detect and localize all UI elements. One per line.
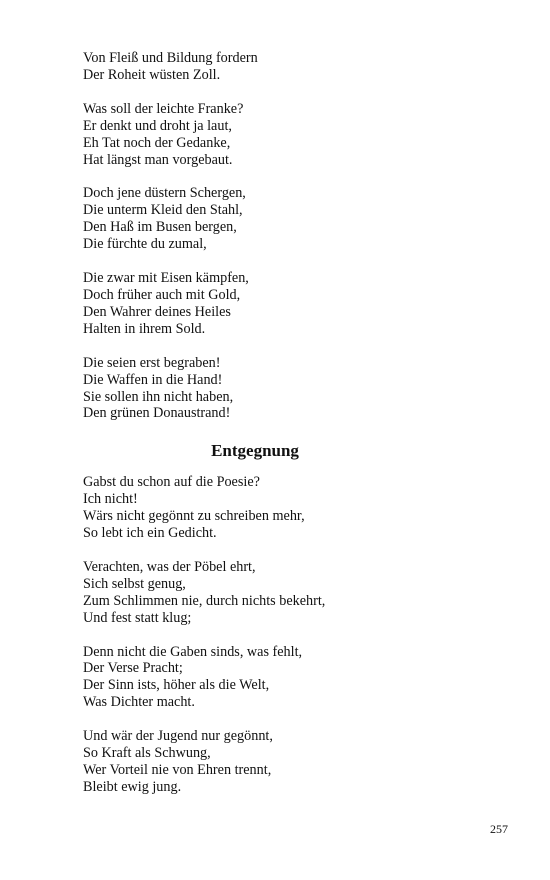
verse-line: Und wär der Jugend nur gegönnt, bbox=[83, 728, 273, 745]
verse-line: Die seien erst begraben! bbox=[83, 354, 221, 371]
verse-line: Was Dichter macht. bbox=[83, 694, 195, 711]
stanza bbox=[83, 474, 513, 542]
verse-line: So lebt ich ein Gedicht. bbox=[83, 525, 217, 542]
verse-line: Ich nicht! bbox=[83, 491, 138, 508]
verse-line: Verachten, was der Pöbel ehrt, bbox=[83, 558, 256, 575]
verse-line: Doch früher auch mit Gold, bbox=[83, 286, 241, 303]
page-number: 257 bbox=[490, 822, 508, 836]
verse-line: Sie sollen ihn nicht haben, bbox=[83, 388, 234, 405]
verse-line: Die Waffen in die Hand! bbox=[83, 371, 223, 388]
verse-line: Hat längst man vorgebaut. bbox=[83, 151, 233, 168]
verse-line: Er denkt und droht ja laut, bbox=[83, 117, 232, 134]
verse-line: Sich selbst genug, bbox=[83, 575, 186, 592]
verse-line: Der Sinn ists, höher als die Welt, bbox=[83, 677, 270, 694]
stanza bbox=[83, 355, 513, 423]
verse-line: Gabst du schon auf die Poesie? bbox=[83, 474, 260, 491]
verse-line: Zum Schlimmen nie, durch nichts bekehrt, bbox=[83, 592, 326, 609]
verse-line: Die fürchte du zumal, bbox=[83, 236, 207, 253]
verse-line: Doch jene düstern Schergen, bbox=[83, 185, 246, 202]
stanza bbox=[83, 185, 513, 253]
stanza bbox=[83, 728, 513, 796]
verse-line: Bleibt ewig jung. bbox=[83, 778, 182, 795]
poem-title: Entgegnung bbox=[211, 441, 299, 461]
verse-line: Eh Tat noch der Gedanke, bbox=[83, 134, 231, 151]
verse-line: Wärs nicht gegönnt zu schreiben mehr, bbox=[83, 508, 305, 525]
stanza bbox=[83, 644, 513, 712]
verse-line: Den grünen Donaustrand! bbox=[83, 405, 231, 422]
verse-line: Der Roheit wüsten Zoll. bbox=[83, 66, 221, 83]
verse-line: Was soll der leichte Franke? bbox=[83, 100, 244, 117]
verse-line: Den Haß im Busen bergen, bbox=[83, 219, 237, 236]
stanza bbox=[83, 270, 513, 338]
verse-line: Halten in ihrem Sold. bbox=[83, 320, 206, 337]
stanza bbox=[83, 50, 513, 84]
verse-line: Wer Vorteil nie von Ehren trennt, bbox=[83, 762, 272, 778]
page-body bbox=[83, 50, 513, 813]
verse-line: Denn nicht die Gaben sinds, was fehlt, bbox=[83, 643, 303, 660]
verse-line: Von Fleiß und Bildung fordern bbox=[83, 50, 258, 66]
poem-body bbox=[83, 474, 513, 796]
verse-line: So Kraft als Schwung, bbox=[83, 745, 211, 762]
verse-line: Und fest statt klug; bbox=[83, 609, 192, 626]
verse-line: Die unterm Kleid den Stahl, bbox=[83, 202, 243, 219]
prelude-poem bbox=[83, 50, 513, 422]
verse-line: Die zwar mit Eisen kämpfen, bbox=[83, 270, 249, 287]
stanza bbox=[83, 101, 513, 169]
stanza bbox=[83, 559, 513, 627]
verse-line: Der Verse Pracht; bbox=[83, 660, 183, 677]
verse-line: Den Wahrer deines Heiles bbox=[83, 303, 231, 320]
